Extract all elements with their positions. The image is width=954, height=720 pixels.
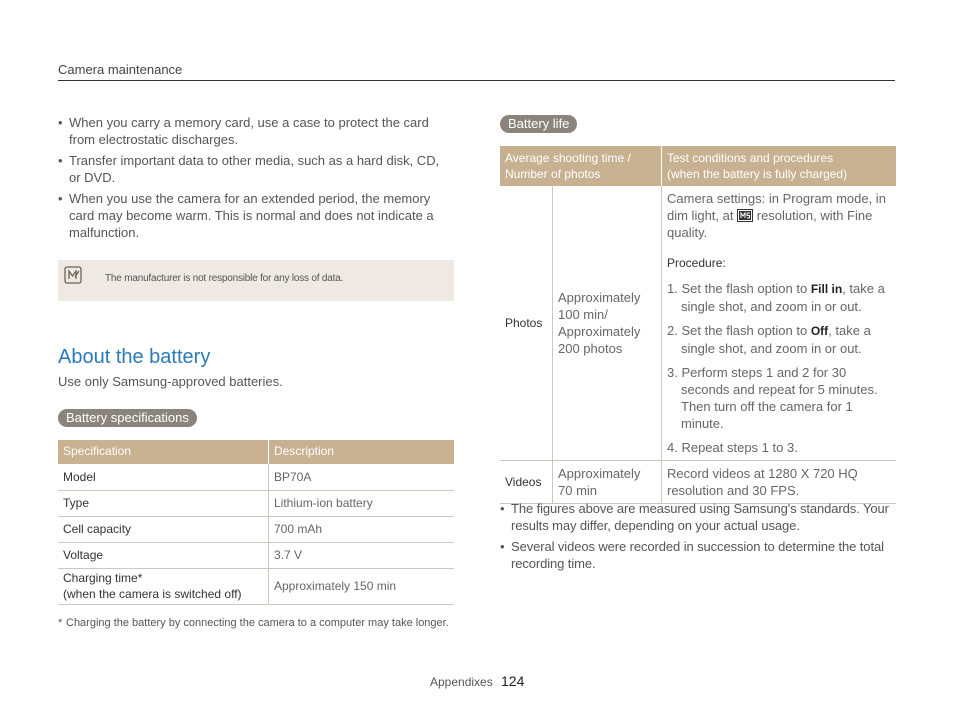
footnote-mark: * [58, 617, 63, 629]
step-text: , take a single shot, and zoom in or out. [681, 323, 871, 356]
column-header [662, 146, 897, 186]
list-item: 3. Perform steps 1 and 2 for 30 seconds and repeat for 5 minutes. Then turn off the camera for 1 minute. [667, 365, 878, 431]
spec-name-line: (when the camera is switched off) [63, 587, 242, 601]
settings-text: resolution, with Fine quality. [667, 208, 873, 240]
table-row [58, 568, 454, 604]
memory-card-tips [58, 114, 454, 241]
table-header-row [58, 440, 454, 464]
page-title: About the battery [58, 346, 211, 368]
spec-name: Cell capacity [58, 516, 269, 542]
shooting-time-value: Approximately 100 min/ Approximately 200 photos [553, 186, 662, 461]
test-conditions: Record videos at 1280 X 720 HQ resolution and 30 FPS. [662, 461, 897, 504]
header-line: Average shooting time / [505, 151, 631, 165]
list-item: • The figures above are measured using Samsung's standards. Your results may differ, depending on your actual usage. [500, 500, 890, 534]
table-row [58, 542, 454, 568]
battery-life-table [500, 146, 896, 504]
list-item [667, 280, 891, 315]
page-section-label: Camera maintenance [58, 62, 183, 77]
column-header: Specification [58, 440, 269, 464]
header-line: Test conditions and procedures [667, 151, 834, 165]
flash-option-off: Off [810, 324, 829, 338]
spec-name-line: Charging time* [63, 571, 143, 585]
category-label: Videos [500, 461, 553, 504]
footnote-text: Charging the battery by connecting the camera to a computer may take longer. [66, 617, 449, 629]
list-item: • Several videos were recorded in succession to determine the total recording time. [500, 538, 890, 572]
flash-option-fill-in: Fill in [810, 282, 843, 296]
spec-value: 700 mAh [269, 516, 455, 542]
shooting-time-value: Approximately 70 min [553, 461, 662, 504]
procedure-steps [667, 280, 891, 456]
table-header-row [500, 146, 896, 186]
page-number: 124 [501, 673, 525, 689]
column-header [500, 146, 662, 186]
spec-value: Approximately 150 min [269, 568, 455, 604]
table-row [500, 461, 896, 504]
settings-text: Camera settings: in Program mode, in dim light, at [667, 191, 886, 223]
battery-life-notes [500, 500, 890, 576]
left-column [58, 114, 454, 245]
list-item: • When you carry a memory card, use a case to protect the card from electrostatic discharges. [58, 114, 454, 148]
battery-life-pill: Battery life [500, 115, 577, 133]
note-pencil-icon [64, 266, 82, 284]
procedure-label: Procedure: [667, 256, 726, 270]
note-text: The manufacturer is not responsible for any loss of data. [105, 273, 344, 284]
step-text: 1. Set the flash option to [667, 281, 808, 296]
camera-settings [667, 190, 891, 241]
column-header: Description [269, 440, 455, 464]
spec-value: BP70A [269, 464, 455, 490]
spec-value: 3.7 V [269, 542, 455, 568]
spec-name [58, 568, 269, 604]
battery-specifications-pill: Battery specifications [58, 409, 197, 427]
table-row [500, 186, 896, 461]
note-box [58, 260, 454, 301]
table-row [58, 516, 454, 542]
list-item [667, 322, 891, 357]
table-row [58, 490, 454, 516]
spec-name: Type [58, 490, 269, 516]
spec-footnote [58, 616, 456, 631]
list-item: • Transfer important data to other media, such as a hard disk, CD, or DVD. [58, 152, 454, 186]
spec-name: Voltage [58, 542, 269, 568]
step-text: 2. Set the flash option to [667, 323, 808, 338]
category-label: Photos [500, 186, 553, 461]
footer-section-label: Appendixes [430, 675, 493, 689]
resolution-5m-icon [737, 209, 753, 222]
spec-value: Lithium-ion battery [269, 490, 455, 516]
header-divider [58, 80, 895, 81]
list-item: 4. Repeat steps 1 to 3. [667, 440, 798, 455]
test-conditions [662, 186, 897, 461]
header-line: Number of photos [505, 167, 601, 181]
battery-spec-table [58, 440, 454, 605]
step-text: , take a single shot, and zoom in or out. [681, 281, 885, 314]
table-row [58, 464, 454, 490]
spec-name: Model [58, 464, 269, 490]
list-item: • When you use the camera for an extended period, the memory card may become warm. This is normal and does not indicate a malfunction. [58, 190, 454, 241]
section-subtitle: Use only Samsung-approved batteries. [58, 374, 283, 389]
header-line: (when the battery is fully charged) [667, 167, 848, 181]
